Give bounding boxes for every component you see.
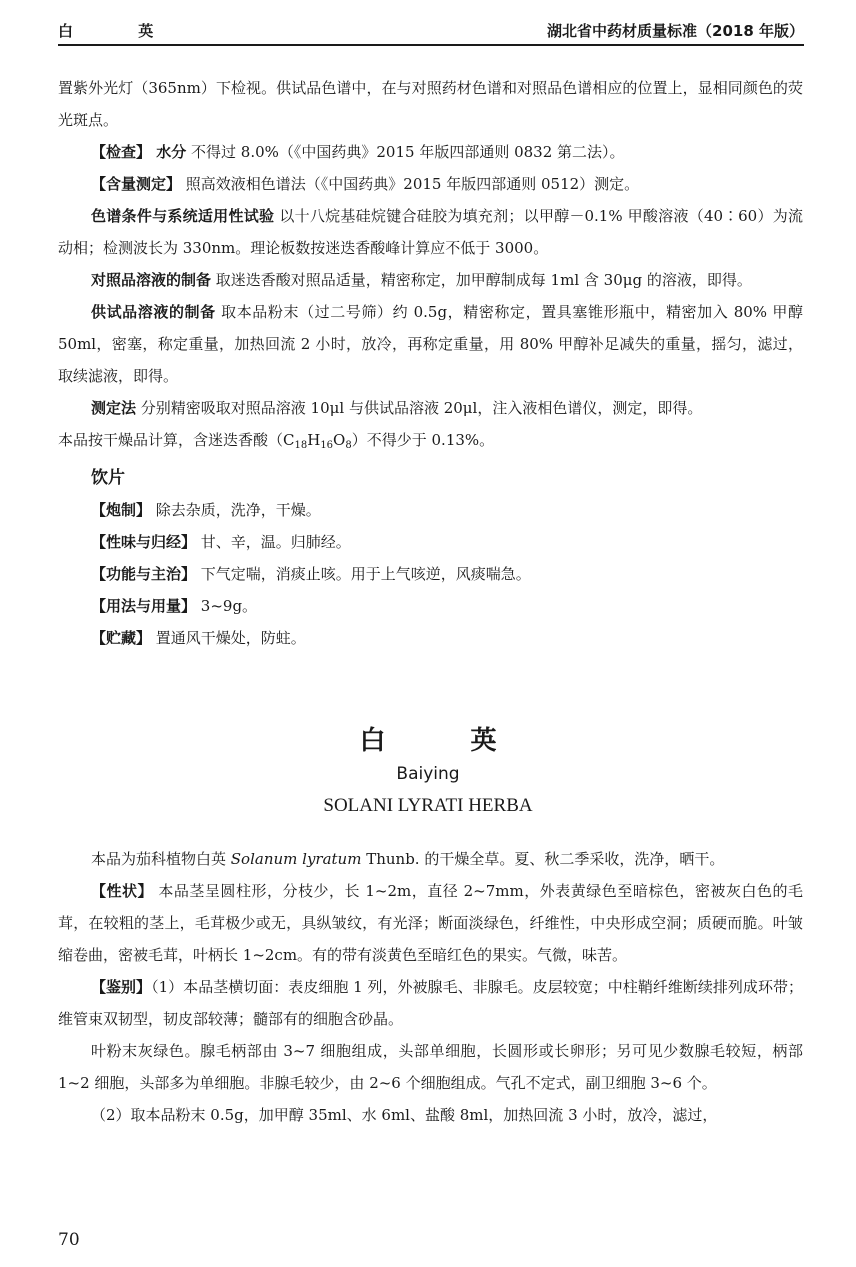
label-identification: 【鉴别】 xyxy=(91,978,152,996)
text-chromatography: 以十八烷基硅烷键合硅胶为填充剂；以甲醇－0.1% 甲酸溶液（40∶60）为流动相；检测波长为 330nm。理论板数按迷迭香酸峰计算应不低于 3000。 xyxy=(58,207,803,257)
section-heading-pieces: 饮片 xyxy=(91,468,125,488)
paragraph-usage xyxy=(58,590,803,622)
paragraph-nature-meridian xyxy=(58,526,803,558)
text-reference-solution: 取迷迭香酸对照品适量，精密称定，加甲醇制成每 1ml 含 30μg 的溶液，即得。 xyxy=(211,271,752,289)
text-nature-meridian: 甘、辛，温。归肺经。 xyxy=(196,533,351,551)
label-processing: 【炮制】 xyxy=(91,501,152,519)
label-check: 【检查】 水分 xyxy=(91,143,187,161)
paragraph-content-limit xyxy=(58,424,803,462)
intro-text-b: Thunb. 的干燥全草。夏、秋二季采收，洗净，晒干。 xyxy=(361,850,725,868)
content-text-c: O xyxy=(333,431,346,449)
paragraph-intro xyxy=(58,843,803,875)
content-text-b: H xyxy=(307,431,321,449)
page-number: 70 xyxy=(58,1230,80,1250)
paragraph-powder: 叶粉末灰绿色。腺毛柄部由 3~7 细胞组成，头部单细胞，长圆形或长卵形；另可见少数腺毛较短，柄部 1~2 细胞，头部多为单细胞。非腺毛较少，由 2~6 个细胞组成。气孔不定式，副卫细胞 3~6 个。 xyxy=(58,1042,803,1092)
text-identification: （1）本品茎横切面：表皮细胞 1 列，外被腺毛、非腺毛。皮层较宽；中柱鞘纤维断续排列成环带；维管束双韧型，韧皮部较薄；髓部有的细胞含砂晶。 xyxy=(58,978,803,1028)
label-usage: 【用法与用量】 xyxy=(91,597,197,615)
text-characters: 本品茎呈圆柱形，分枝少，长 1~2m，直径 2~7mm，外表黄绿色至暗棕色，密被灰白色的毛茸，在较粗的茎上，毛茸极少或无，具纵皱纹，有光泽；断面淡绿色，纤维性，中央形成空洞；质硬而脆。叶皱缩卷曲，密被毛茸，叶柄长 1~2cm。有的带有淡黄色至暗红色的果实。气微，味苦。 xyxy=(58,882,803,964)
label-chromatography: 色谱条件与系统适用性试验 xyxy=(91,207,275,225)
label-reference-solution: 对照品溶液的制备 xyxy=(91,271,212,289)
paragraph-reference-solution xyxy=(58,264,803,296)
text-check: 不得过 8.0%（《中国药典》2015 年版四部通则 0832 第二法）。 xyxy=(186,143,625,161)
label-assay: 【含量测定】 xyxy=(91,175,182,193)
text-sample-solution: 取本品粉末（过二号筛）约 0.5g，精密称定，置具塞锥形瓶中，精密加入 80% 甲醇 50ml，密塞，称定重量，加热回流 2 小时，放冷，再称定重量，用 80% 甲醇补足减失的重量，摇匀，滤过，取续滤液，即得。 xyxy=(58,303,803,385)
monograph-title-latin: SOLANI LYRATI HERBA xyxy=(323,795,533,816)
label-characters: 【性状】 xyxy=(91,882,154,900)
paragraph-storage xyxy=(58,622,803,654)
subscript-o: 8 xyxy=(345,440,352,451)
paragraph-identification xyxy=(58,971,803,1035)
text-usage: 3~9g。 xyxy=(196,597,258,615)
label-storage: 【贮藏】 xyxy=(91,629,152,647)
text-procedure: 分别精密吸取对照品溶液 10μl 与供试品溶液 20μl，注入液相色谱仪，测定，即得。 xyxy=(136,399,703,417)
intro-scientific-name: Solanum lyratum xyxy=(230,850,362,868)
monograph-title-pinyin: Baiying xyxy=(396,764,460,784)
content-text-d: ）不得少于 0.13%。 xyxy=(351,431,495,449)
header-book-title: 湖北省中药材质量标准（2018 年版） xyxy=(547,22,804,40)
label-procedure: 测定法 xyxy=(91,399,137,417)
paragraph-assay xyxy=(58,168,803,200)
paragraph-processing xyxy=(58,494,803,526)
intro-text-a: 本品为茄科植物白英 xyxy=(91,850,231,868)
subscript-c: 18 xyxy=(294,440,308,451)
monograph-title-chinese: 白 英 xyxy=(359,726,535,756)
label-nature-meridian: 【性味与归经】 xyxy=(91,533,197,551)
text-storage: 置通风干燥处，防蛀。 xyxy=(151,629,306,647)
paragraph-chromatography xyxy=(58,200,803,264)
paragraph-check xyxy=(58,136,803,168)
running-header xyxy=(58,14,804,46)
label-sample-solution: 供试品溶液的制备 xyxy=(91,303,216,321)
paragraph-tlc-result: 置紫外光灯（365nm）下检视。供试品色谱中，在与对照药材色谱和对照品色谱相应的位置上，显相同颜色的荧光斑点。 xyxy=(58,79,803,129)
text-processing: 除去杂质，洗净，干燥。 xyxy=(151,501,321,519)
header-monograph-name: 白 英 xyxy=(58,22,184,40)
paragraph-sample-solution xyxy=(58,296,803,392)
monograph-body xyxy=(58,843,803,1131)
text-functions: 下气定喘，消痰止咳。用于上气咳逆，风痰喘急。 xyxy=(196,565,531,583)
content-text-a: 本品按干燥品计算，含迷迭香酸（C xyxy=(58,431,295,449)
paragraph-functions xyxy=(58,558,803,590)
paragraph-characters xyxy=(58,875,803,971)
label-functions: 【功能与主治】 xyxy=(91,565,197,583)
paragraph-procedure xyxy=(58,392,803,424)
previous-monograph-continuation xyxy=(58,72,803,654)
text-assay: 照高效液相色谱法（《中国药典》2015 年版四部通则 0512）测定。 xyxy=(181,175,640,193)
subscript-h: 16 xyxy=(320,440,334,451)
paragraph-tlc: （2）取本品粉末 0.5g，加甲醇 35ml、水 6ml、盐酸 8ml，加热回流 3 小时，放冷，滤过， xyxy=(91,1106,718,1124)
